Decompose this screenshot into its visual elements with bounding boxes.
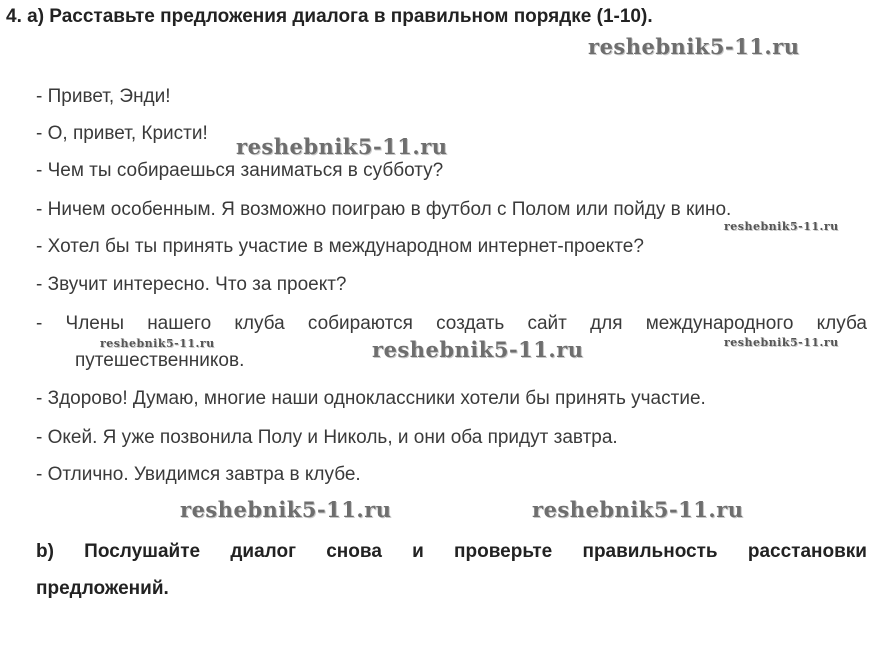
watermark: reshebnik5-11.ru [724, 336, 839, 349]
part-b-instruction: b) Послушайте диалог снова и проверьте правильность расстановки [36, 541, 867, 562]
dialogue-line-9: - Окей. Я уже позвонила Полу и Николь, и они оба придут завтра. [36, 427, 618, 448]
dialogue-line-6: - Звучит интересно. Что за проект? [36, 274, 347, 295]
task-title: 4. a) Расставьте предложения диалога в правильном порядке (1-10). [6, 6, 653, 27]
dialogue-line-5: - Хотел бы ты принять участие в международном интернет-проекте? [36, 236, 644, 257]
watermark: reshebnik5-11.ru [724, 220, 839, 233]
watermark: reshebnik5-11.ru [372, 337, 584, 362]
watermark: reshebnik5-11.ru [588, 34, 800, 59]
part-b-instruction-continuation: предложений. [36, 578, 169, 599]
watermark: reshebnik5-11.ru [532, 497, 744, 522]
dialogue-line-7-continuation: путешественников. [75, 350, 245, 371]
dialogue-line-4: - Ничем особенным. Я возможно поиграю в футбол с Полом или пойду в кино. [36, 199, 732, 220]
watermark: reshebnik5-11.ru [100, 337, 215, 350]
dialogue-line-1: - Привет, Энди! [36, 86, 171, 107]
watermark: reshebnik5-11.ru [236, 134, 448, 159]
dialogue-line-10: - Отлично. Увидимся завтра в клубе. [36, 464, 361, 485]
dialogue-line-2: - О, привет, Кристи! [36, 123, 208, 144]
dialogue-line-7: - Члены нашего клуба собираются создать сайт для международного клуба [36, 313, 867, 334]
watermark: reshebnik5-11.ru [180, 497, 392, 522]
dialogue-line-3: - Чем ты собираешься заниматься в субботу? [36, 160, 444, 181]
dialogue-line-8: - Здорово! Думаю, многие наши одноклассники хотели бы принять участие. [36, 388, 706, 409]
